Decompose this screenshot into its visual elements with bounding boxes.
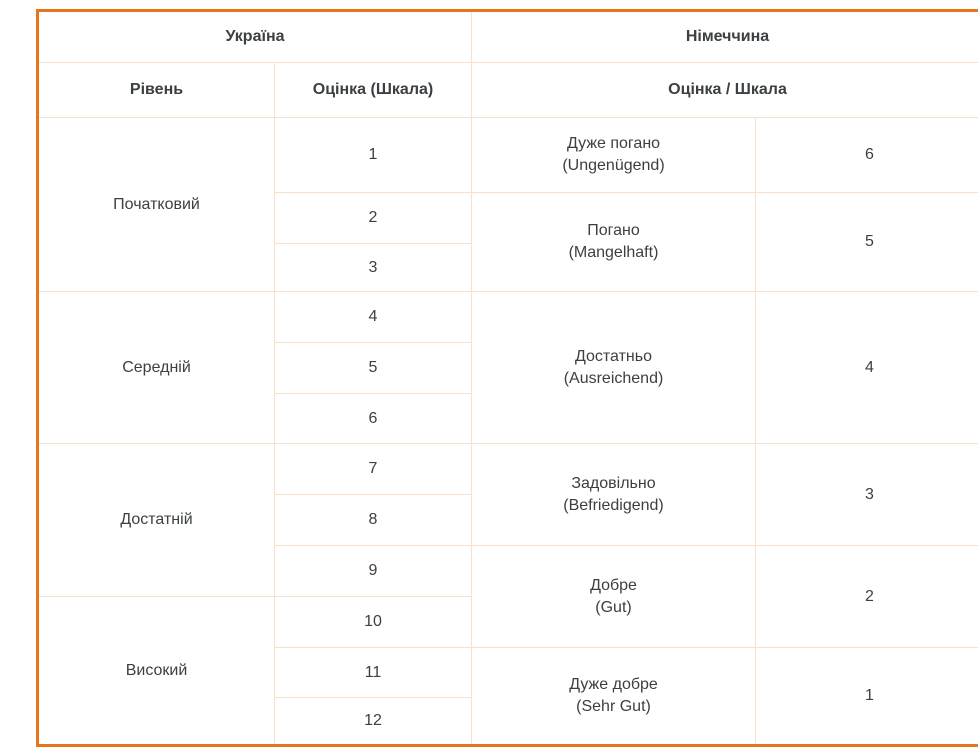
ua-grade-cell: 11 <box>275 648 472 698</box>
de-grade-title: Задовільно <box>571 474 656 492</box>
ua-grade-cell: 10 <box>275 597 472 648</box>
de-grade-num-cell: 3 <box>756 444 978 546</box>
de-grade-label-cell <box>472 444 756 546</box>
ua-grade-cell: 7 <box>275 444 472 495</box>
header-level: Рівень <box>38 63 275 118</box>
level-cell-pochatkovyi: Початковий <box>38 118 275 292</box>
de-grade-label-cell <box>472 546 756 648</box>
ua-grade-cell: 3 <box>275 244 472 292</box>
ua-grade-cell: 2 <box>275 193 472 244</box>
ua-grade-cell: 12 <box>275 698 472 746</box>
de-grade-sub: (Ausreichend) <box>563 369 664 387</box>
de-grade-sub: (Sehr Gut) <box>576 698 651 715</box>
header-row-columns <box>38 63 978 118</box>
ua-grade-cell: 6 <box>275 394 472 444</box>
de-grade-title: Дуже погано <box>566 135 661 152</box>
ua-grade-cell: 9 <box>275 546 472 597</box>
level-cell-serednii: Середній <box>38 292 275 444</box>
de-grade-num-cell: 6 <box>756 118 978 193</box>
de-grade-label-cell <box>472 292 756 444</box>
de-grade-sub: (Gut) <box>595 598 632 616</box>
header-germany: Німеччина <box>472 11 978 63</box>
table-row <box>38 444 978 495</box>
ua-grade-cell: 5 <box>275 343 472 394</box>
de-grade-title: Дуже добре <box>569 676 658 693</box>
de-grade-title: Достатньо <box>574 347 652 365</box>
de-grade-sub: (Mangelhaft) <box>568 244 659 261</box>
header-ua-grade-scale: Оцінка (Шкала) <box>275 63 472 118</box>
ua-grade-cell: 4 <box>275 292 472 343</box>
header-row-countries <box>38 11 978 63</box>
de-grade-title: Погано <box>587 222 640 239</box>
ua-grade-cell: 1 <box>275 118 472 193</box>
de-grade-sub: (Befriedigend) <box>563 496 664 514</box>
de-grade-num-cell: 2 <box>756 546 978 648</box>
de-grade-label-cell <box>472 648 756 746</box>
de-grade-label-cell <box>472 118 756 193</box>
ua-grade-cell: 8 <box>275 495 472 546</box>
de-grade-num-cell: 1 <box>756 648 978 746</box>
de-grade-num-cell: 5 <box>756 193 978 292</box>
header-ukraine: Україна <box>38 11 472 63</box>
table-row <box>38 118 978 193</box>
de-grade-label-cell <box>472 193 756 292</box>
table-row <box>38 292 978 343</box>
de-grade-sub: (Ungenügend) <box>562 157 665 174</box>
level-cell-vysokyi: Високий <box>38 597 275 746</box>
grades-comparison-table <box>36 9 978 747</box>
de-grade-title: Добре <box>590 576 637 594</box>
header-de-grade-scale: Оцінка / Шкала <box>472 63 978 118</box>
de-grade-num-cell: 4 <box>756 292 978 444</box>
level-cell-dostatnii: Достатній <box>38 444 275 597</box>
